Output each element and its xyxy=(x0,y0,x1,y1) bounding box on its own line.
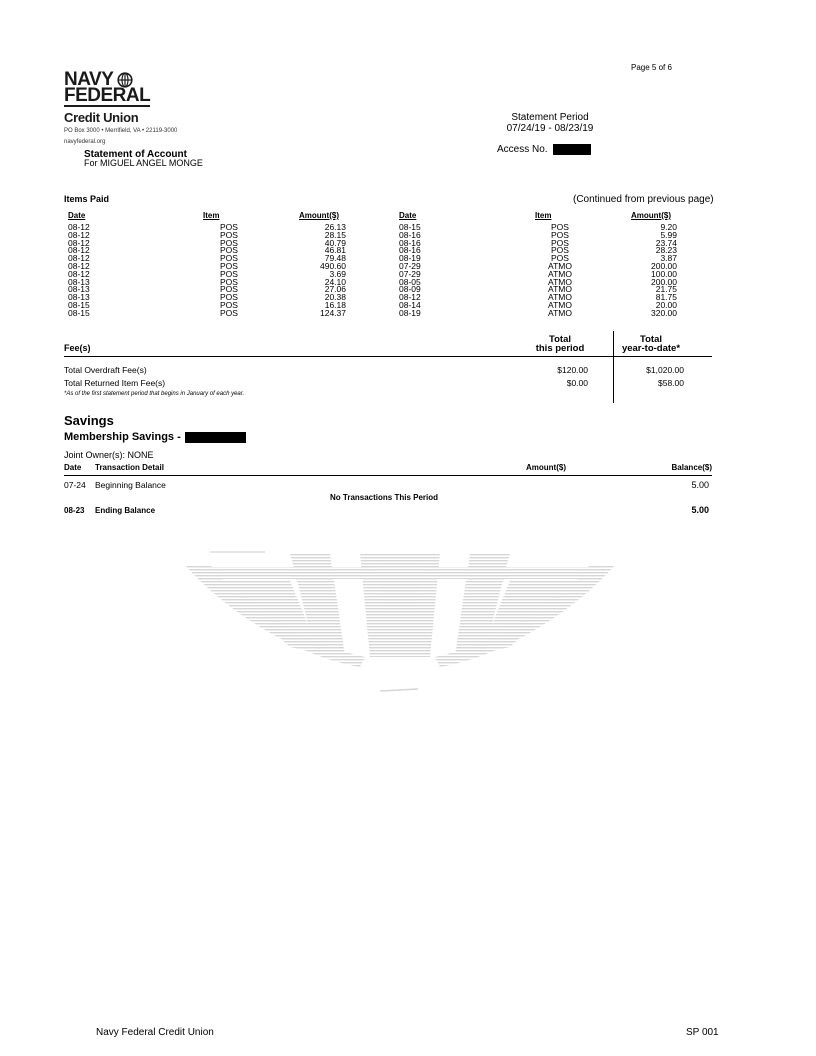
table-cell: ATMO xyxy=(548,260,572,271)
savings-title: Savings xyxy=(64,413,114,428)
table-cell: POS xyxy=(551,229,569,240)
table-cell: 124.37 xyxy=(320,307,346,318)
table-cell: 08-19 xyxy=(399,307,421,318)
overdraft-fee-label: Total Overdraft Fee(s) xyxy=(64,365,147,375)
right-amounts-column xyxy=(617,224,677,318)
header-date-left: Date xyxy=(68,211,86,220)
table-cell: 5.99 xyxy=(660,229,677,240)
footer-left: Navy Federal Credit Union xyxy=(96,1027,214,1038)
table-cell: POS xyxy=(551,222,569,232)
right-items-column xyxy=(531,224,589,318)
logo-subtitle: Credit Union xyxy=(64,110,139,125)
table-cell: POS xyxy=(220,245,238,256)
savings-header-detail: Transaction Detail xyxy=(95,463,164,472)
overdraft-period-value: $120.00 xyxy=(557,365,588,375)
logo-address: PO Box 3000 • Merrifield, VA • 22119-3000 xyxy=(64,128,178,134)
statement-period-label: Statement Period xyxy=(511,112,589,123)
savings-header-date: Date xyxy=(64,463,82,472)
fee-divider xyxy=(64,356,712,357)
beginning-balance: 5.00 xyxy=(691,480,709,490)
table-cell: 23.74 xyxy=(655,237,677,248)
table-cell: 08-12 xyxy=(399,292,421,303)
fee-header-period-line2: this period xyxy=(535,343,585,354)
table-cell: 08-09 xyxy=(399,284,421,295)
table-cell: POS xyxy=(551,253,569,264)
continued-note: (Continued from previous page) xyxy=(573,194,714,205)
returned-fee-label: Total Returned Item Fee(s) xyxy=(64,378,166,388)
table-cell: 08-12 xyxy=(68,245,90,256)
items-paid-title: Items Paid xyxy=(64,194,110,204)
fee-header-period xyxy=(530,335,590,353)
redacted-block xyxy=(553,144,591,155)
table-cell: 08-15 xyxy=(68,307,90,318)
fee-header-ytd-line1: Total xyxy=(640,334,662,345)
table-cell: 07-29 xyxy=(399,268,421,279)
header-amount-left: Amount($) xyxy=(299,211,339,220)
table-cell: 08-16 xyxy=(399,245,421,256)
table-cell: POS xyxy=(220,284,238,295)
table-cell: 490.60 xyxy=(320,260,346,271)
table-cell: 08-12 xyxy=(68,222,90,232)
table-cell: POS xyxy=(220,268,238,279)
table-cell: POS xyxy=(220,260,238,271)
table-cell: 08-13 xyxy=(68,276,90,287)
table-cell: POS xyxy=(220,253,238,264)
ending-label: Ending Balance xyxy=(95,506,156,515)
redacted-block xyxy=(185,432,246,443)
table-cell: 200.00 xyxy=(651,260,677,271)
table-cell: 79.48 xyxy=(324,253,346,264)
table-cell: 26.13 xyxy=(324,222,346,232)
table-cell: 40.79 xyxy=(324,237,346,248)
fee-header-ytd-line2: year-to-date* xyxy=(621,343,681,354)
table-cell: 27.06 xyxy=(324,284,346,295)
page-number: Page 5 of 6 xyxy=(631,63,672,72)
membership-savings-title xyxy=(64,431,246,443)
statement-holder: For MIGUEL ANGEL MONGE xyxy=(84,158,203,168)
returned-period-value: $0.00 xyxy=(566,378,588,388)
savings-header-amount: Amount($) xyxy=(526,463,566,472)
table-cell: POS xyxy=(220,229,238,240)
footer-right: SP 001 xyxy=(686,1027,719,1038)
navy-federal-logo xyxy=(64,69,214,147)
table-cell: 20.38 xyxy=(324,292,346,303)
fee-header-period-line1: Total xyxy=(549,334,571,345)
table-cell: 28.15 xyxy=(324,229,346,240)
table-cell: 3.69 xyxy=(329,268,346,279)
header-item-right: Item xyxy=(535,211,552,220)
membership-savings-label: Membership Savings - xyxy=(64,431,181,443)
header-amount-right: Amount($) xyxy=(631,211,671,220)
table-cell: 08-15 xyxy=(399,222,421,232)
table-cell: 08-13 xyxy=(68,284,90,295)
table-cell: ATMO xyxy=(548,307,572,318)
table-cell: POS xyxy=(220,222,238,232)
fee-vertical-divider xyxy=(613,331,614,403)
table-cell: POS xyxy=(220,237,238,248)
table-cell: ATMO xyxy=(548,268,572,279)
table-cell: 21.75 xyxy=(655,284,677,295)
table-cell: POS xyxy=(220,299,238,310)
table-cell: 08-13 xyxy=(68,292,90,303)
fee-header-ytd xyxy=(616,335,686,353)
left-amounts-column xyxy=(286,224,346,318)
joint-owners: Joint Owner(s): NONE xyxy=(64,450,154,460)
table-cell: 08-16 xyxy=(399,229,421,240)
table-cell: 24.10 xyxy=(324,276,346,287)
table-cell: 08-19 xyxy=(399,253,421,264)
table-cell: POS xyxy=(220,292,238,303)
table-cell: 81.75 xyxy=(655,292,677,303)
savings-header-balance: Balance($) xyxy=(671,463,712,472)
no-transactions-note: No Transactions This Period xyxy=(330,493,439,502)
logo-line-1: NAVY xyxy=(64,69,114,90)
table-cell: 08-15 xyxy=(68,299,90,310)
table-cell: 46.81 xyxy=(324,245,346,256)
table-cell: 320.00 xyxy=(651,307,677,318)
table-cell: 9.20 xyxy=(660,222,677,232)
overdraft-ytd-value: $1,020.00 xyxy=(646,365,684,375)
table-cell: 28.23 xyxy=(655,245,677,256)
table-cell: 200.00 xyxy=(651,276,677,287)
left-items-column xyxy=(200,224,258,318)
left-dates-column xyxy=(68,224,90,318)
table-cell: 07-29 xyxy=(399,260,421,271)
table-cell: POS xyxy=(551,237,569,248)
table-cell: 08-14 xyxy=(399,299,421,310)
access-label: Access No. xyxy=(497,144,548,155)
beginning-date: 07-24 xyxy=(64,480,86,490)
returned-ytd-value: $58.00 xyxy=(658,378,684,388)
table-cell: 08-05 xyxy=(399,276,421,287)
fee-footnote: *As of the first statement period that begins in January of each year. xyxy=(64,391,245,397)
logo-line-2: FEDERAL xyxy=(64,85,151,106)
access-number xyxy=(497,144,591,155)
table-cell: 08-12 xyxy=(68,260,90,271)
header-item-left: Item xyxy=(203,211,220,220)
table-cell: POS xyxy=(220,307,238,318)
table-cell: 08-12 xyxy=(68,268,90,279)
table-cell: POS xyxy=(551,245,569,256)
eagle-watermark xyxy=(180,545,620,705)
ending-balance: 5.00 xyxy=(691,505,709,515)
logo-website: navyfederal.org xyxy=(64,139,106,145)
beginning-label: Beginning Balance xyxy=(95,480,166,490)
table-cell: ATMO xyxy=(548,284,572,295)
header-date-right: Date xyxy=(399,211,417,220)
table-cell: POS xyxy=(220,276,238,287)
table-cell: ATMO xyxy=(548,292,572,303)
table-cell: 08-12 xyxy=(68,237,90,248)
table-cell: 100.00 xyxy=(651,268,677,279)
table-cell: ATMO xyxy=(548,276,572,287)
ending-date: 08-23 xyxy=(64,506,85,515)
table-cell: 3.87 xyxy=(660,253,677,264)
table-cell: 20.00 xyxy=(655,299,677,310)
savings-divider xyxy=(64,475,712,476)
statement-period: 07/24/19 - 08/23/19 xyxy=(506,123,594,134)
statement-title: Statement of Account xyxy=(84,149,187,160)
table-cell: 08-16 xyxy=(399,237,421,248)
right-dates-column xyxy=(399,224,421,318)
table-cell: 16.18 xyxy=(324,299,346,310)
table-cell: 08-12 xyxy=(68,229,90,240)
table-cell: 08-12 xyxy=(68,253,90,264)
table-cell: ATMO xyxy=(548,299,572,310)
fees-title: Fee(s) xyxy=(64,343,91,353)
